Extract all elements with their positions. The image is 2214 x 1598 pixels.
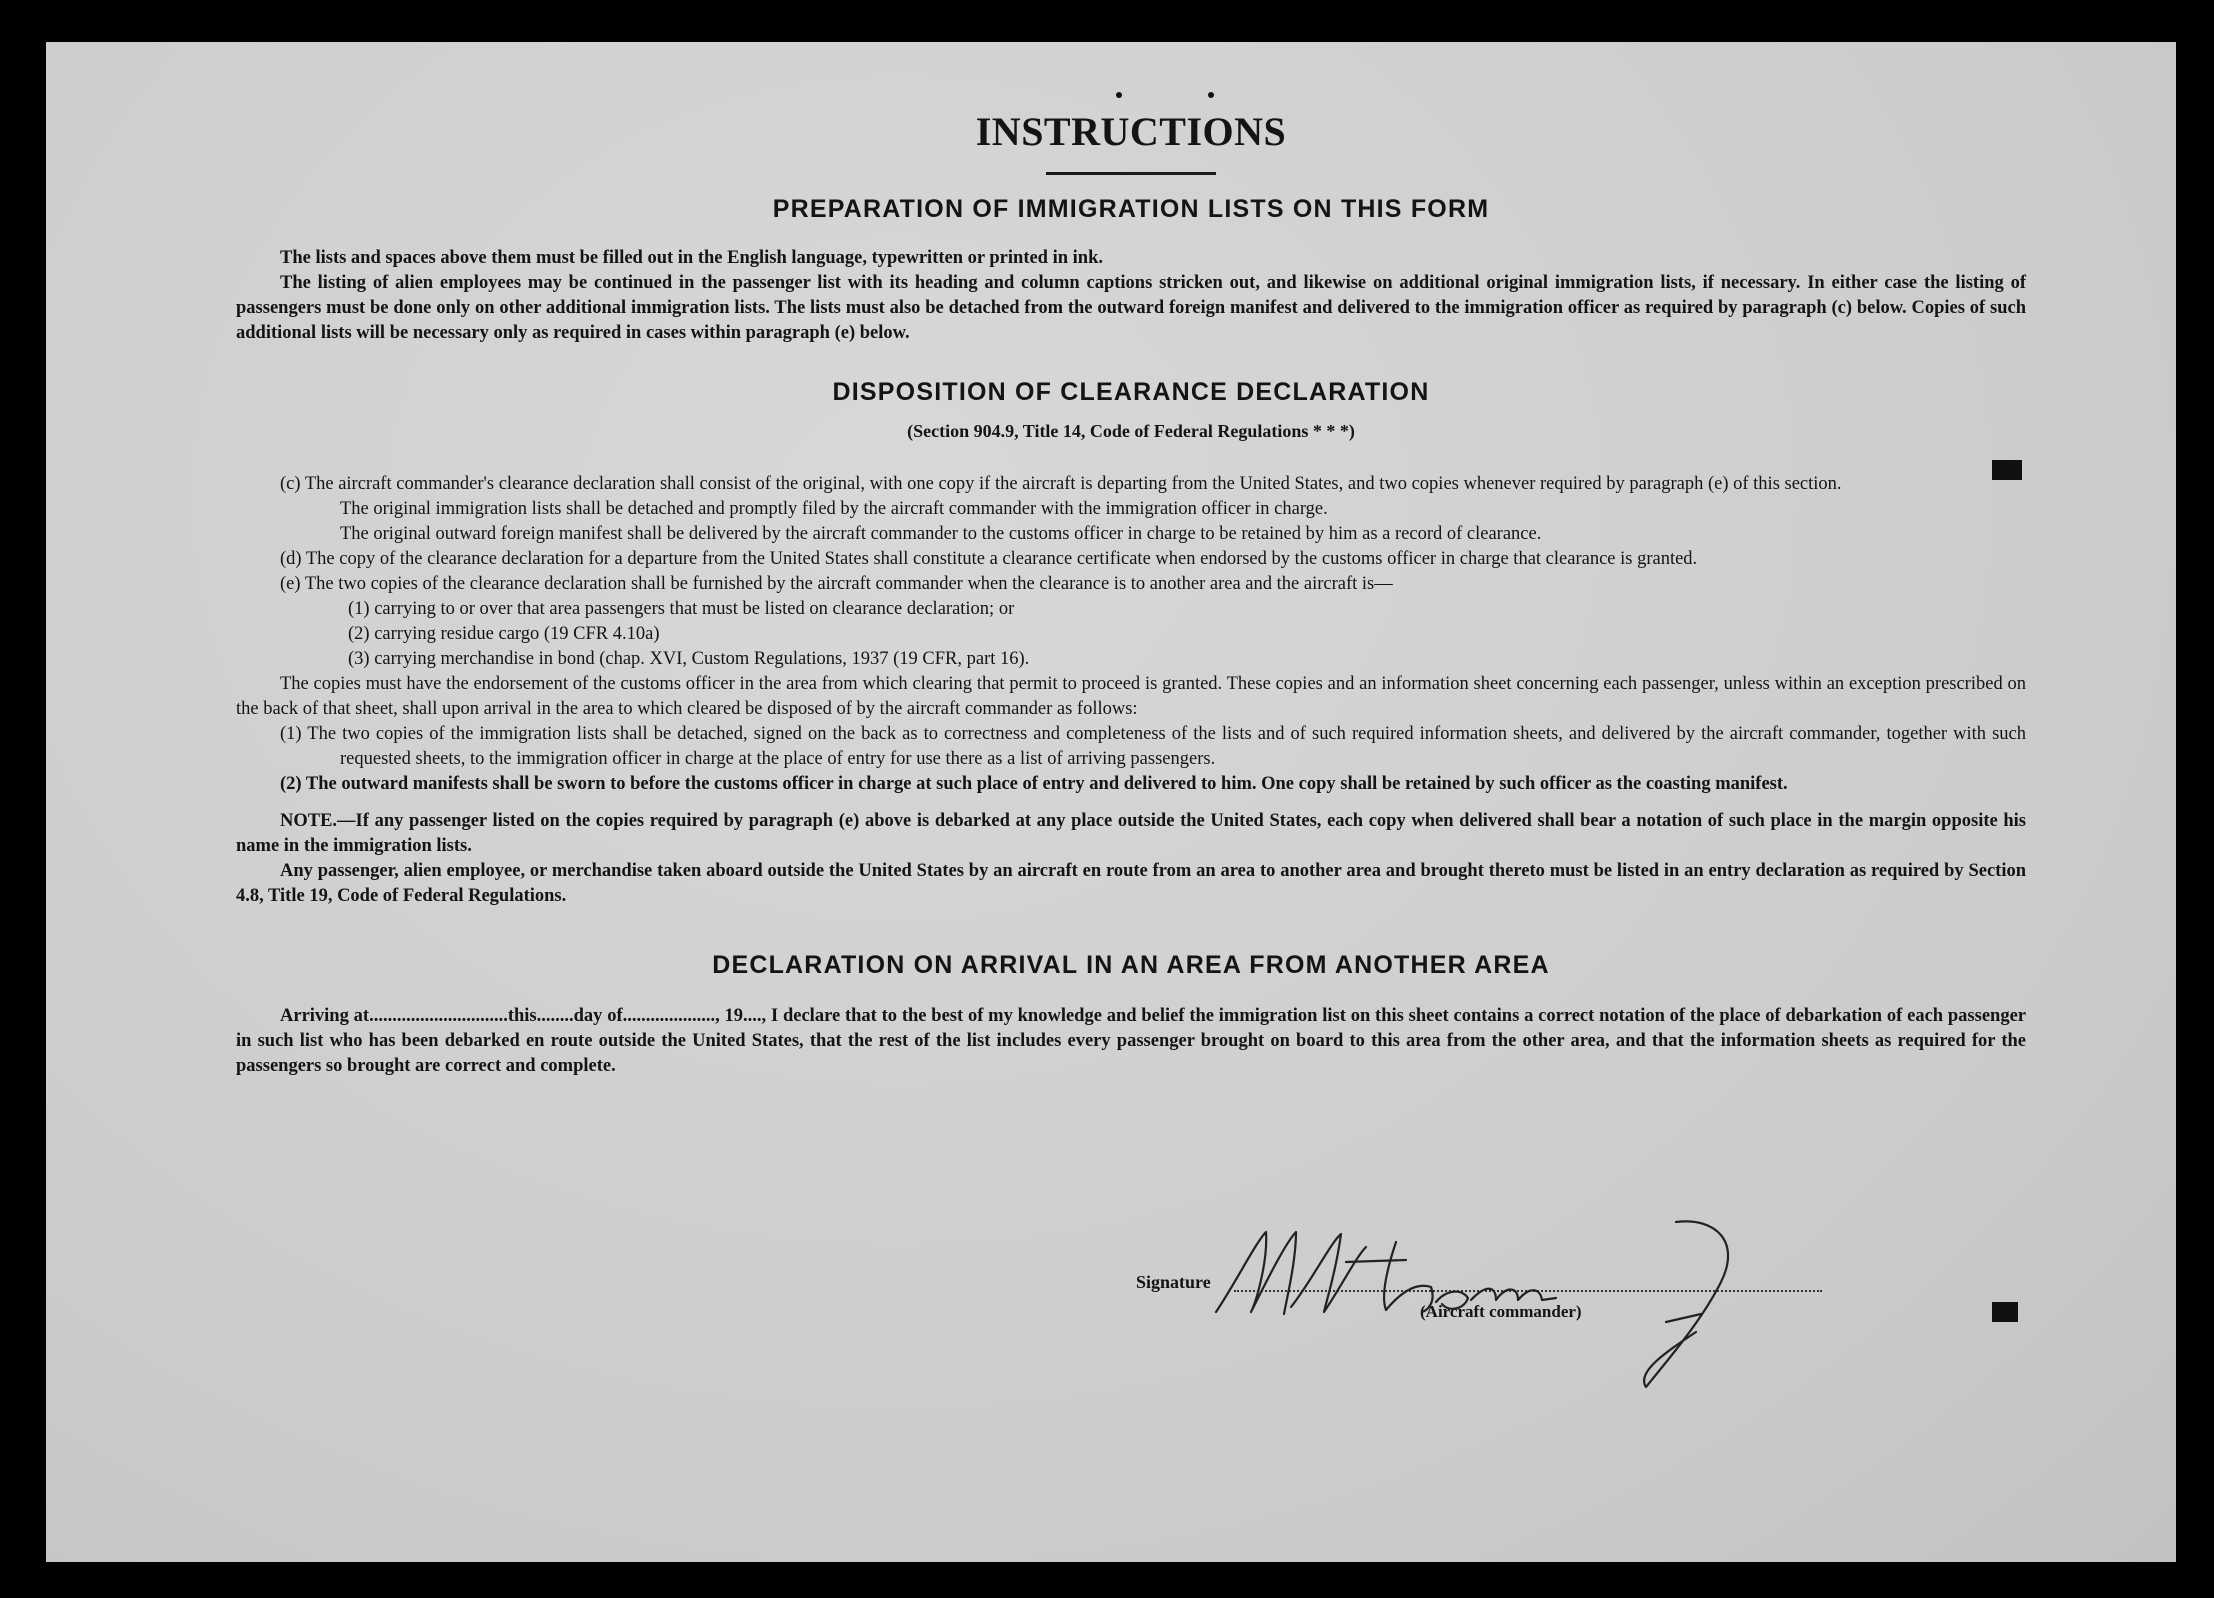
disposal-item-1: (1) The two copies of the immigration lists shall be detached, signed on the back as to correctness and completeness of the lists and of such required information sheets, and delivered by the aircraft commander, together with such requested sheets, to the immigration officer in charge at the place of entry for use there as a list of arriving passengers. <box>280 724 2026 769</box>
scan-mark <box>1992 460 2022 480</box>
paragraph-c: (c) The aircraft commander's clearance declaration shall consist of the original, with one copy if the aircraft is departing from the United States, and two copies whenever required by paragraph (e) of this section. <box>280 474 1842 494</box>
preparation-block <box>236 246 2026 346</box>
declaration-paragraph: Arriving at..............................this........day of...................., 19...., I declare that to the best of my knowledge and belief the immigration list on this sheet contains a correct notation of the place of debarkation of each passenger in such list who has been debarked en route outside the United States, that the rest of the list includes every passenger brought on board to this area from the other area, and that the information sheets as required for the passengers so brought are correct and complete. <box>236 1006 2026 1076</box>
handwritten-signature-icon <box>1196 1202 1836 1402</box>
paragraph-e-item-2: (2) carrying residue cargo (19 CFR 4.10a) <box>348 624 660 644</box>
signature-label: Signature <box>1136 1272 1211 1292</box>
paragraph-d: (d) The copy of the clearance declaration for a departure from the United States shall constitute a clearance certificate when endorsed by the customs officer in charge that clearance is granted. <box>280 549 1698 569</box>
section-heading-preparation: PREPARATION OF IMMIGRATION LISTS ON THIS FORM <box>772 195 1490 223</box>
signature-area <box>1136 1252 2026 1372</box>
scan-dot <box>1208 92 1214 98</box>
paragraph-e: (e) The two copies of the clearance declaration shall be furnished by the aircraft commander when the clearance is to another area and the aircraft is— <box>280 574 1393 594</box>
paragraph-c-outward-manifest: The original outward foreign manifest shall be delivered by the aircraft commander to the customs officer in charge to be retained by him as a record of clearance. <box>340 524 1542 544</box>
page-title: INSTRUCTIONS <box>975 109 1287 154</box>
disposal-item-2: (2) The outward manifests shall be sworn to before the customs officer in charge at such place of entry and delivered to him. One copy shall be retained by such officer as the coasting manifest. <box>280 774 1788 794</box>
section-heading-declaration: DECLARATION ON ARRIVAL IN AN AREA FROM ANOTHER AREA <box>712 951 1550 979</box>
signature-caption: (Aircraft commander) <box>1420 1302 1582 1321</box>
form-sheet <box>46 42 2176 1562</box>
section-heading-disposition: DISPOSITION OF CLEARANCE DECLARATION <box>832 378 1430 406</box>
declaration-block <box>236 1004 2026 1079</box>
paragraph-e-item-3: (3) carrying merchandise in bond (chap. XVI, Custom Regulations, 1937 (19 CFR, part 16). <box>348 649 1030 669</box>
preparation-paragraph-2: The listing of alien employees may be continued in the passenger list with its heading and column captions stricken out, and likewise on additional original immigration lists, if necessary. In either case the listing of passengers must be done only on other additional immigration lists. The lists must also be detached from the outward foreign manifest and delivered to the immigration officer as required by paragraph (c) below. Copies of such additional lists will be necessary only as required in cases within paragraph (e) below. <box>236 273 2026 343</box>
title-rule <box>1046 172 1216 175</box>
note-paragraph: NOTE.—If any passenger listed on the copies required by paragraph (e) above is debarked at any place outside the United States, each copy when delivered shall bear a notation of such place in the margin opposite his name in the immigration lists. <box>236 811 2026 856</box>
paragraph-e-item-1: (1) carrying to or over that area passengers that must be listed on clearance declaration; or <box>348 599 1015 619</box>
preparation-paragraph-1: The lists and spaces above them must be filled out in the English language, typewritten or printed in ink. <box>280 248 1103 268</box>
paragraph-c-immigration-lists: The original immigration lists shall be detached and promptly filed by the aircraft commander with the immigration officer in charge. <box>340 499 1328 519</box>
any-passenger-paragraph: Any passenger, alien employee, or merchandise taken aboard outside the United States by an aircraft en route from an area to another area and brought thereto must be listed in an entry declaration as required by Section 4.8, Title 19, Code of Federal Regulations. <box>236 861 2026 906</box>
scan-dot <box>1116 92 1122 98</box>
scan-mark <box>1992 1302 2018 1322</box>
disposition-block <box>236 472 2026 909</box>
instructions-content <box>236 109 2026 1079</box>
paragraph-copies: The copies must have the endorsement of the customs officer in the area from which clearing that permit to proceed is granted. These copies and an information sheet concerning each passenger, unless within an exception prescribed on the back of that sheet, shall upon arrival in the area to which cleared be disposed of by the aircraft commander as follows: <box>236 674 2026 719</box>
regulation-citation: (Section 904.9, Title 14, Code of Federal Regulations * * *) <box>907 421 1355 441</box>
